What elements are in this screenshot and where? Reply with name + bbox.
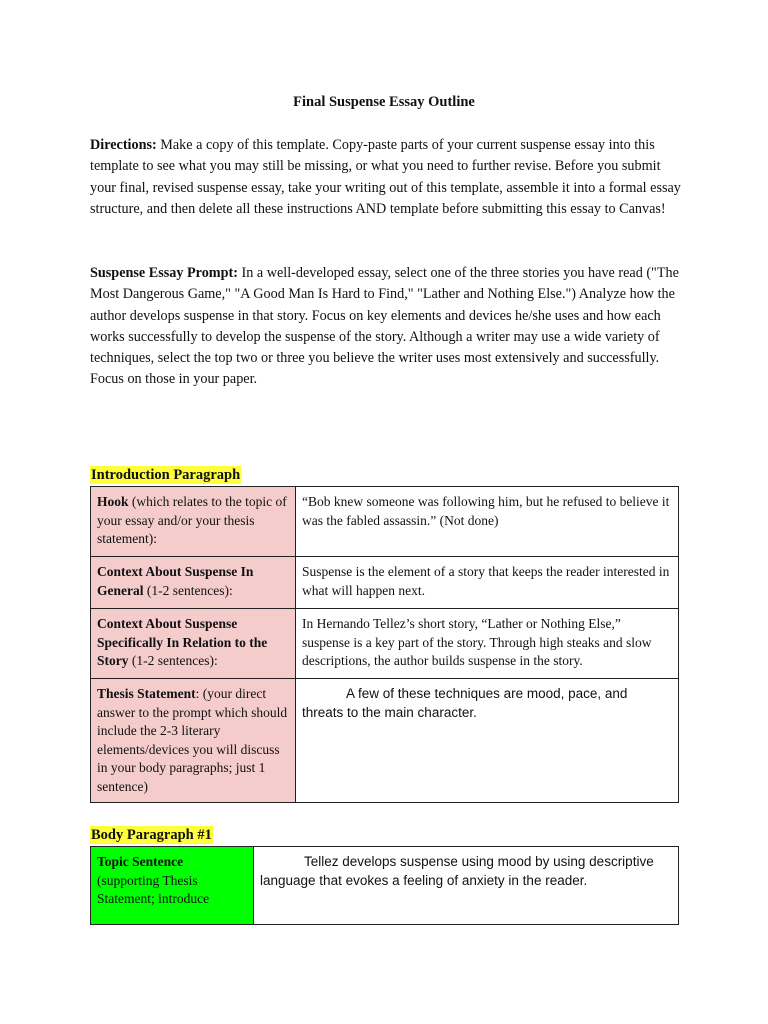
topic-sentence-label-cell [91, 847, 254, 925]
page-title: Final Suspense Essay Outline [293, 94, 475, 110]
thesis-label-cell [91, 679, 296, 803]
topic-sentence-value-cell[interactable] [254, 847, 679, 925]
thesis-value: A few of these techniques are mood, pace, and threats to the main character. [302, 686, 628, 720]
table-row [91, 487, 679, 557]
thesis-label-note: : (your direct answer to the prompt which should include the 2-3 literary elements/devices you will discuss in your body paragraphs; just 1 sentence) [97, 686, 288, 794]
table-row [91, 679, 679, 803]
table-row [91, 557, 679, 609]
directions-label: Directions: [90, 137, 157, 153]
prompt-text: In a well-developed essay, select one of the three stories you have read ("The Most Dangerous Game," "A Good Man Is Hard to Find," "Lather and Nothing Else.") Analyze how the author develops suspense in that story. Focus on key elements and devices he/she uses and how each works successfully to develop the suspense of the story. Although a writer may use a wide variety of techniques, select the top two or three you believe the writer uses most extensively and successfully. Focus on those in your paper. [90, 265, 679, 388]
intro-heading: Introduction Paragraph [91, 467, 241, 483]
context-general-label-note: (1-2 sentences): [143, 582, 233, 598]
topic-sentence-label-note: (supporting Thesis Statement; introduce [97, 872, 210, 906]
topic-sentence-label: Topic Sentence [97, 854, 184, 869]
prompt-paragraph [90, 263, 690, 391]
hook-label-note: (which relates to the topic of your essay and/or your thesis statement): [97, 494, 287, 546]
hook-value: “Bob knew someone was following him, but he refused to believe it was the fabled assassin.” (Not done) [302, 494, 670, 528]
context-general-value-cell[interactable] [296, 557, 679, 609]
body-paragraph-heading: Body Paragraph #1 [91, 827, 212, 843]
hook-label-cell [91, 487, 296, 557]
topic-sentence-value: Tellez develops suspense using mood by using descriptive language that evokes a feeling of anxiety in the reader. [260, 854, 654, 888]
table-row [91, 609, 679, 679]
context-general-value: Suspense is the element of a story that keeps the reader interested in what will happen next. [302, 564, 670, 598]
directions-text: Make a copy of this template. Copy-paste parts of your current suspense essay into this template to see what you may still be missing, or what you need to further revise. Before you submit your final, revised suspense essay, take your writing out of this template, assemble it into a formal essay structure, and then delete all these instructions AND template before submitting this essay to Canvas! [90, 137, 681, 217]
table-row [91, 847, 679, 925]
hook-label: Hook [97, 494, 129, 509]
context-specific-value-cell[interactable] [296, 609, 679, 679]
intro-table [90, 486, 679, 803]
context-specific-label-note: (1-2 sentences): [128, 653, 218, 668]
hook-value-cell[interactable] [296, 487, 679, 557]
context-general-label: Context About Suspense In General [97, 564, 254, 598]
context-specific-value: In Hernando Tellez’s short story, “Lather or Nothing Else,” suspense is a key part of the story. Through high steaks and slow descriptions, the author builds suspense in the story. [302, 616, 652, 668]
context-specific-label: Context About Suspense Specifically In Relation to the Story [97, 616, 268, 668]
directions-paragraph [90, 135, 690, 220]
body-paragraph-table [90, 846, 679, 925]
context-general-label-cell [91, 557, 296, 609]
thesis-value-cell[interactable] [296, 679, 679, 803]
thesis-label: Thesis Statement [97, 686, 196, 701]
context-specific-label-cell [91, 609, 296, 679]
prompt-label: Suspense Essay Prompt: [90, 265, 238, 281]
